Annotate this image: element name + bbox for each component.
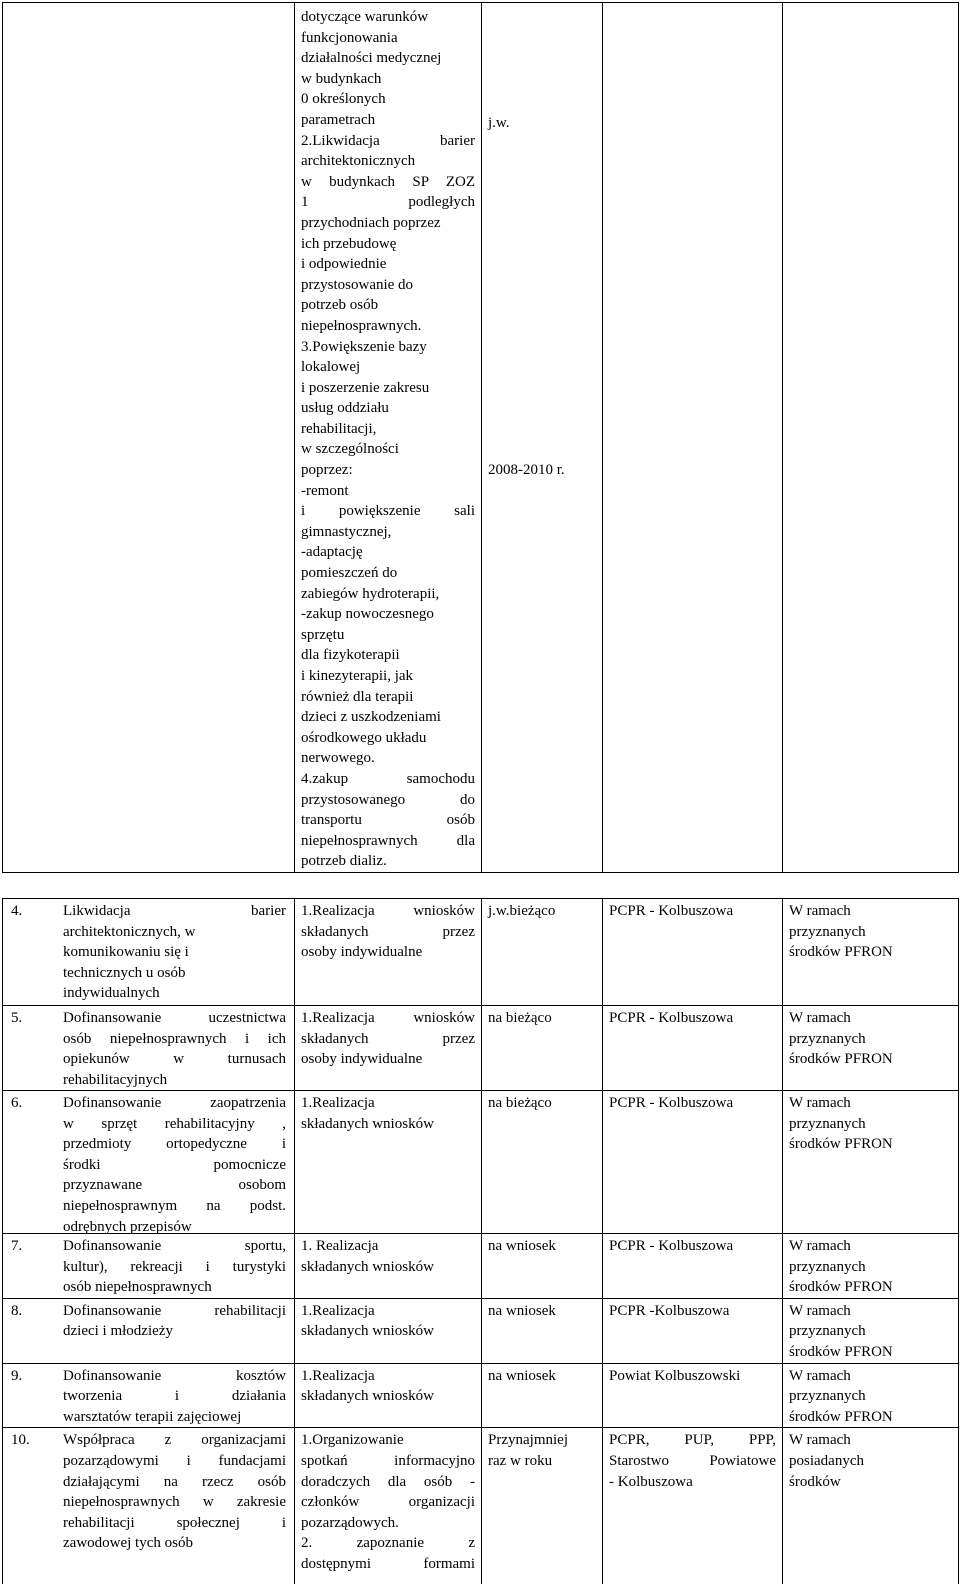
method-description-line: i poszerzenie zakresu bbox=[301, 379, 430, 396]
executor-line: Starostwo Powiatowe bbox=[609, 1452, 776, 1469]
method-line: składanych wniosków bbox=[301, 1115, 434, 1132]
method-description-line: gimnastycznej, bbox=[301, 523, 392, 540]
term-line: na bieżąco bbox=[488, 1095, 552, 1111]
executor-cell bbox=[603, 1363, 783, 1428]
method-line: składanych wniosków bbox=[301, 1323, 434, 1340]
method-description-line: nerwowego. bbox=[301, 750, 375, 767]
task-cell-empty bbox=[3, 3, 295, 873]
executor-line: - Kolbuszowa bbox=[609, 1473, 693, 1490]
method-line: 1.Realizacja bbox=[301, 1302, 375, 1319]
task-cell bbox=[3, 1363, 295, 1428]
row-number: 9. bbox=[11, 1367, 23, 1384]
executor-line: PCPR - Kolbuszowa bbox=[609, 903, 734, 919]
task-text bbox=[63, 1430, 286, 1554]
method-description-line: przychodniach poprzez bbox=[301, 214, 441, 231]
funding-line: W ramach bbox=[789, 1010, 851, 1026]
method-description-line: transportu osób bbox=[301, 812, 475, 829]
term-cell bbox=[482, 1428, 603, 1584]
task-text bbox=[63, 1366, 286, 1428]
task-line: środki pomocnicze bbox=[63, 1156, 286, 1173]
funding-line: środków PFRON bbox=[789, 944, 893, 961]
method-line: 2. zapoznanie z bbox=[301, 1535, 475, 1552]
funding-cell bbox=[783, 1234, 959, 1299]
executor-cell bbox=[603, 1428, 783, 1584]
funding-line: W ramach bbox=[789, 1432, 851, 1449]
method-line: osoby indywidualne bbox=[301, 1051, 423, 1068]
method-description-line: funkcjonowania bbox=[301, 29, 398, 46]
task-cell bbox=[3, 1298, 295, 1363]
method-description-line: 0 określonych bbox=[301, 91, 386, 108]
method-description-line: ośrodkowego układu bbox=[301, 729, 427, 746]
executor-line: Powiat Kolbuszowski bbox=[609, 1367, 741, 1384]
method-cell bbox=[295, 3, 482, 873]
task-line: Dofinansowanie kosztów bbox=[63, 1367, 286, 1384]
method-description-line: 1 podległych bbox=[301, 194, 475, 211]
method-description-line: niepełnosprawnych. bbox=[301, 317, 422, 334]
method-description-line: w budynkach bbox=[301, 70, 382, 87]
task-line: działającymi na rzecz osób bbox=[63, 1473, 286, 1490]
task-text bbox=[63, 1093, 286, 1237]
method-line: 1.Organizowanie bbox=[301, 1432, 404, 1449]
funding-cell bbox=[783, 1091, 959, 1234]
term-cell bbox=[482, 1363, 603, 1428]
task-text bbox=[63, 1236, 286, 1298]
method-cell bbox=[295, 1006, 482, 1091]
method-line: składanych wniosków bbox=[301, 1258, 434, 1275]
method-line: osoby indywidualne bbox=[301, 944, 423, 961]
method-line: składanych przez bbox=[301, 1030, 475, 1047]
task-line: opiekunów w turnusach bbox=[63, 1051, 286, 1068]
task-text bbox=[63, 1008, 286, 1090]
term-years: 2008-2010 r. bbox=[488, 461, 565, 478]
task-line: indywidualnych bbox=[63, 985, 160, 1002]
method-description-line: usług oddziału bbox=[301, 400, 389, 417]
method-description-line: i powiększenie sali bbox=[301, 503, 475, 520]
term-jw: j.w. bbox=[488, 115, 510, 131]
method-description-line: poprzez: bbox=[301, 462, 353, 479]
method-line: 1.Realizacja bbox=[301, 1095, 375, 1111]
executor-cell bbox=[603, 1234, 783, 1299]
funding-line: posiadanych bbox=[789, 1452, 864, 1469]
task-line: niepełnosprawnym na podst. bbox=[63, 1197, 286, 1214]
method-description-line: dotyczące warunków bbox=[301, 9, 429, 25]
method-description-line: lokalowej bbox=[301, 359, 361, 376]
row-number: 6. bbox=[11, 1095, 23, 1111]
executor-cell bbox=[603, 1006, 783, 1091]
table-row bbox=[3, 1298, 959, 1363]
table-row bbox=[3, 899, 959, 1006]
method-description-line: pomieszczeń do bbox=[301, 565, 398, 582]
method-description-line: przystosowanego do bbox=[301, 791, 475, 808]
funding-cell-empty bbox=[783, 3, 959, 873]
funding-line: W ramach bbox=[789, 903, 851, 919]
executor-line: PCPR, PUP, PPP, bbox=[609, 1432, 776, 1449]
task-cell bbox=[3, 1428, 295, 1584]
term-line: Przynajmniej bbox=[488, 1432, 568, 1449]
funding-line: W ramach bbox=[789, 1238, 851, 1254]
funding-line: przyznanych bbox=[789, 1258, 866, 1275]
funding-line: środków PFRON bbox=[789, 1408, 893, 1425]
funding-line: przyznanych bbox=[789, 1388, 866, 1405]
method-cell bbox=[295, 1298, 482, 1363]
task-cell bbox=[3, 1006, 295, 1091]
funding-line: przyznanych bbox=[789, 1323, 866, 1340]
executor-cell bbox=[603, 1298, 783, 1363]
method-description-line: działalności medycznej bbox=[301, 50, 442, 67]
method-description-line: 3.Powiększenie bazy bbox=[301, 338, 427, 355]
term-line: na bieżąco bbox=[488, 1010, 552, 1026]
continuation-table bbox=[2, 2, 959, 873]
task-line: warsztatów terapii zajęciowej bbox=[63, 1408, 242, 1425]
method-line: spotkań informacyjno bbox=[301, 1452, 475, 1469]
term-line: j.w.bieżąco bbox=[488, 903, 556, 919]
method-description bbox=[295, 3, 481, 872]
task-line: Likwidacja barier bbox=[63, 903, 286, 919]
method-cell bbox=[295, 1234, 482, 1299]
table-row bbox=[3, 1363, 959, 1428]
task-line: kultur), rekreacji i turystyki bbox=[63, 1258, 286, 1275]
term-cell bbox=[482, 1234, 603, 1299]
task-line: osób niepełnosprawnych i ich bbox=[63, 1030, 286, 1047]
method-line: 1.Realizacja wniosków bbox=[301, 903, 475, 919]
task-cell bbox=[3, 1234, 295, 1299]
method-cell bbox=[295, 1091, 482, 1234]
row-number: 5. bbox=[11, 1010, 23, 1026]
task-line: niepełnosprawnych w zakresie bbox=[63, 1494, 286, 1511]
method-line: składanych przez bbox=[301, 923, 475, 940]
task-line: technicznych u osób bbox=[63, 964, 186, 981]
task-line: w sprzęt rehabilitacyjny , bbox=[63, 1115, 286, 1132]
method-description-line: -remont bbox=[301, 482, 349, 499]
executor-cell bbox=[603, 899, 783, 1006]
funding-line: środków PFRON bbox=[789, 1136, 893, 1153]
row-number: 8. bbox=[11, 1302, 23, 1319]
funding-cell bbox=[783, 899, 959, 1006]
method-description-line: dla fizykoterapii bbox=[301, 647, 400, 664]
task-text bbox=[63, 901, 286, 1004]
funding-line: środków PFRON bbox=[789, 1343, 893, 1360]
task-text bbox=[63, 1301, 286, 1342]
method-line: składanych wniosków bbox=[301, 1388, 434, 1405]
method-line: pozarządowych. bbox=[301, 1514, 399, 1531]
table-row bbox=[3, 1006, 959, 1091]
term-line: na wniosek bbox=[488, 1367, 556, 1384]
funding-cell bbox=[783, 1006, 959, 1091]
task-line: Współpraca z organizacjami bbox=[63, 1432, 286, 1449]
term-cell bbox=[482, 1006, 603, 1091]
row-number: 7. bbox=[11, 1238, 23, 1254]
funding-line: przyznanych bbox=[789, 1030, 866, 1047]
term-cell bbox=[482, 899, 603, 1006]
method-description-line: dzieci z uszkodzeniami bbox=[301, 709, 441, 726]
table-row bbox=[3, 1091, 959, 1234]
method-description-line: w szczególności bbox=[301, 441, 399, 458]
method-line: doradczych dla osób - bbox=[301, 1473, 475, 1490]
term-line: raz w roku bbox=[488, 1452, 553, 1469]
term-line: na wniosek bbox=[488, 1238, 556, 1254]
funding-line: przyznanych bbox=[789, 1115, 866, 1132]
task-line: pozarządowymi i fundacjami bbox=[63, 1452, 286, 1469]
method-description-line: 2.Likwidacja barier bbox=[301, 132, 475, 149]
funding-line: przyznanych bbox=[789, 923, 866, 940]
method-description-line: potrzeb osób bbox=[301, 297, 379, 314]
method-line: dostępnymi formami bbox=[301, 1555, 475, 1572]
task-line: przedmioty ortopedyczne i bbox=[63, 1136, 286, 1153]
term-cell bbox=[482, 1091, 603, 1234]
task-line: tworzenia i działania bbox=[63, 1388, 286, 1405]
task-line: Dofinansowanie sportu, bbox=[63, 1238, 286, 1254]
executor-line: PCPR - Kolbuszowa bbox=[609, 1238, 734, 1254]
task-line: zawodowej tych osób bbox=[63, 1535, 193, 1552]
method-description-line: i kinezyterapii, jak bbox=[301, 668, 414, 684]
term-cell bbox=[482, 3, 603, 873]
funding-line: środków bbox=[789, 1473, 841, 1490]
method-description-line: w budynkach SP ZOZ bbox=[301, 173, 475, 190]
task-line: Dofinansowanie rehabilitacji bbox=[63, 1302, 286, 1319]
task-line: dzieci i młodzieży bbox=[63, 1323, 173, 1340]
method-description-line: przystosowanie do bbox=[301, 276, 414, 293]
method-description-line: również dla terapii bbox=[301, 688, 414, 705]
row-number: 10. bbox=[11, 1432, 30, 1449]
method-description-line: 4.zakup samochodu bbox=[301, 770, 475, 787]
executor-line: PCPR - Kolbuszowa bbox=[609, 1010, 734, 1026]
method-description-line: -zakup nowoczesnego bbox=[301, 606, 434, 623]
method-description-line: rehabilitacji, bbox=[301, 420, 377, 437]
method-description-line: parametrach bbox=[301, 111, 376, 128]
row-number: 4. bbox=[11, 903, 23, 919]
method-description-line: ich przebudowę bbox=[301, 235, 397, 252]
term-line: na wniosek bbox=[488, 1302, 556, 1319]
funding-cell bbox=[783, 1363, 959, 1428]
executor-line: PCPR -Kolbuszowa bbox=[609, 1302, 730, 1319]
method-cell bbox=[295, 1363, 482, 1428]
method-description-line: -adaptację bbox=[301, 544, 363, 561]
method-line: 1.Realizacja bbox=[301, 1367, 375, 1384]
task-line: Dofinansowanie zaopatrzenia bbox=[63, 1095, 286, 1111]
task-line: architektonicznych, w bbox=[63, 923, 196, 940]
table-row bbox=[3, 1234, 959, 1299]
funding-line: W ramach bbox=[789, 1367, 851, 1384]
funding-line: W ramach bbox=[789, 1302, 851, 1319]
funding-line: środków PFRON bbox=[789, 1051, 893, 1068]
executor-line: PCPR - Kolbuszowa bbox=[609, 1095, 734, 1111]
funding-cell bbox=[783, 1298, 959, 1363]
method-line: członków organizacji bbox=[301, 1494, 475, 1511]
method-description-line: potrzeb dializ. bbox=[301, 853, 387, 870]
task-line: komunikowaniu się i bbox=[63, 944, 189, 961]
method-line: 1. Realizacja bbox=[301, 1238, 379, 1254]
task-line: Dofinansowanie uczestnictwa bbox=[63, 1010, 286, 1026]
method-cell bbox=[295, 899, 482, 1006]
method-description-line: niepełnosprawnych dla bbox=[301, 832, 475, 849]
term-cell bbox=[482, 1298, 603, 1363]
funding-line: środków PFRON bbox=[789, 1279, 893, 1296]
method-line: 1.Realizacja wniosków bbox=[301, 1010, 475, 1026]
method-description-line: architektonicznych bbox=[301, 153, 416, 170]
funding-line: W ramach bbox=[789, 1095, 851, 1111]
task-cell bbox=[3, 1091, 295, 1234]
task-line: odrębnych przepisów bbox=[63, 1218, 192, 1235]
method-description-line: sprzętu bbox=[301, 626, 345, 643]
task-line: osób niepełnosprawnych bbox=[63, 1279, 212, 1296]
task-line: rehabilitacji społecznej i bbox=[63, 1514, 286, 1531]
executor-cell-empty bbox=[603, 3, 783, 873]
task-cell bbox=[3, 899, 295, 1006]
funding-cell bbox=[783, 1428, 959, 1584]
table-row bbox=[3, 1428, 959, 1584]
method-description-line: zabiegów hydroterapii, bbox=[301, 585, 440, 602]
method-description-line: i odpowiednie bbox=[301, 256, 387, 273]
method-cell bbox=[295, 1428, 482, 1584]
tasks-table bbox=[2, 898, 959, 1584]
task-line: przyznawane osobom bbox=[63, 1177, 286, 1194]
task-line: rehabilitacyjnych bbox=[63, 1071, 168, 1088]
executor-cell bbox=[603, 1091, 783, 1234]
